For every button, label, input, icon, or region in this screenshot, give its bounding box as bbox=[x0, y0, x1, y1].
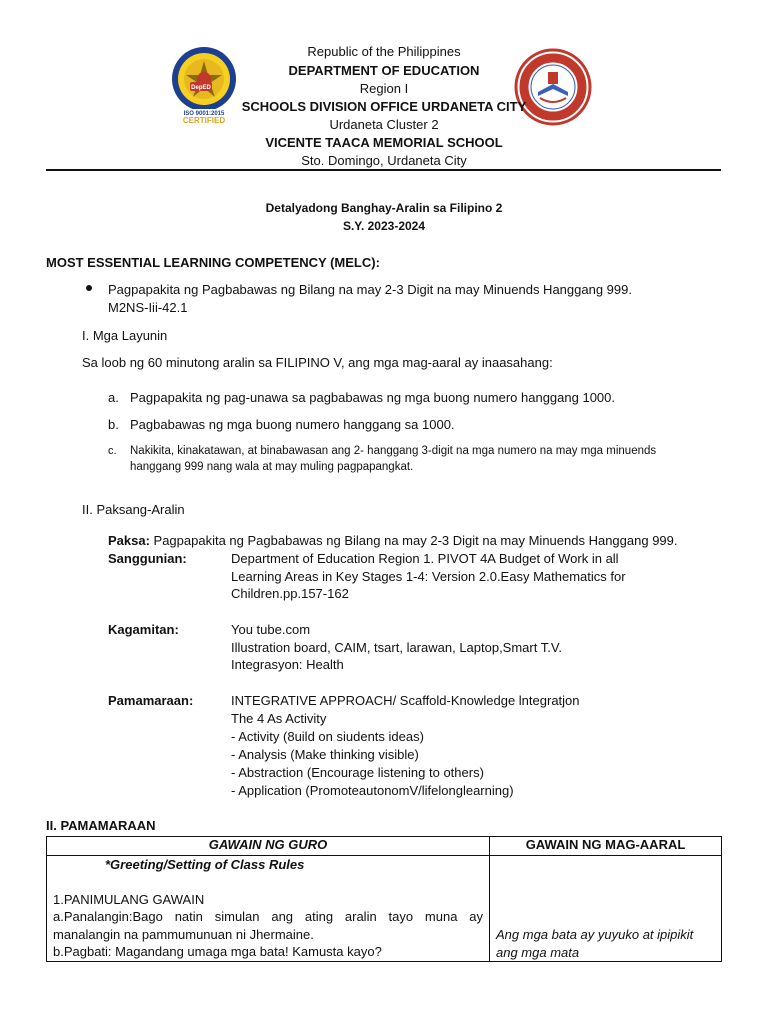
sanggunian-line: Learning Areas in Key Stages 1-4: Version 2.0.Easy Mathematics for bbox=[231, 569, 626, 584]
left-logo-badge: DepED bbox=[191, 85, 211, 91]
school-year: S.Y. 2023-2024 bbox=[342, 219, 426, 233]
objective-item: Pagbabawas ng mga buong numero hanggang sa 1000. bbox=[130, 417, 455, 432]
header-division: SCHOOLS DIVISION OFFICE URDANETA CITY bbox=[241, 99, 527, 114]
objective-marker: a. bbox=[108, 390, 119, 405]
objective-marker: b. bbox=[108, 417, 119, 432]
procedure-table bbox=[46, 836, 722, 962]
objective-item: hanggang 999 nang wala at may muling pagpapangkat. bbox=[130, 461, 414, 473]
table-row bbox=[47, 856, 722, 962]
table-header-row bbox=[47, 837, 722, 856]
objectives-intro: Sa loob ng 60 minutong aralin sa FILIPINO V, ang mga mag-aaral ay inaasahang: bbox=[82, 355, 553, 370]
melc-heading: MOST ESSENTIAL LEARNING COMPETENCY (MELC): bbox=[46, 255, 380, 270]
objective-item: Nakikita, kinakatawan, at binabawasan ang 2- hanggang 3-digit na mga numero na may mga minuends bbox=[130, 445, 657, 457]
header-address: Sto. Domingo, Urdaneta City bbox=[301, 153, 467, 168]
melc-code: M2NS-Iii-42.1 bbox=[108, 300, 188, 315]
lesson-plan-title: Detalyadong Banghay-Aralin sa Filipino 2 bbox=[265, 201, 503, 215]
pamamaraan-line: - Activity (8uild on siudents ideas) bbox=[231, 729, 424, 744]
paksa-label: Paksa: bbox=[108, 533, 150, 548]
header-region: Region I bbox=[359, 81, 409, 96]
kagamitan-label: Kagamitan: bbox=[108, 622, 179, 637]
sanggunian-line: Children.pp.157-162 bbox=[231, 586, 349, 601]
objective-marker: c. bbox=[108, 445, 117, 457]
svg-text:CERTIFIED: CERTIFIED bbox=[182, 116, 226, 125]
header-department: DEPARTMENT OF EDUCATION bbox=[288, 63, 480, 78]
student-response-line: Ang mga bata ay yuyuko at ipipikit bbox=[496, 927, 694, 942]
pamamaraan-label: Pamamaraan: bbox=[108, 693, 194, 708]
pagbati-line: b.Pagbati: Magandang umaga mga bata! Kamusta kayo? bbox=[53, 944, 382, 959]
student-response-line: ang mga mata bbox=[496, 944, 580, 960]
header-school-name: VICENTE TAACA MEMORIAL SCHOOL bbox=[265, 135, 503, 150]
sanggunian-line: Department of Education Region 1. PIVOT 4A Budget of Work in all bbox=[231, 551, 619, 566]
pamamaraan-line: - Abstraction (Encourage listening to others) bbox=[231, 765, 484, 780]
panalangin-line: manalangin na pammumunuan ni Jhermaine. bbox=[53, 926, 314, 942]
greeting-line: *Greeting/Setting of Class Rules bbox=[105, 857, 305, 872]
header-cluster: Urdaneta Cluster 2 bbox=[329, 117, 439, 132]
header-divider bbox=[46, 169, 721, 171]
paksa-row bbox=[108, 532, 678, 550]
sanggunian-label: Sanggunian: bbox=[108, 551, 187, 566]
paksa-value: Pagpapakita ng Pagbabawas ng Bilang na may 2-3 Digit na may Minuends Hanggang 999. bbox=[149, 533, 678, 548]
bullet-icon bbox=[86, 285, 92, 291]
panalangin-line: a.Panalangin:Bago natin simulan ang ating aralin tayo muna ay bbox=[53, 909, 483, 924]
pamamaraan-line: - Analysis (Make thinking visible) bbox=[231, 747, 419, 762]
svg-text:ISO 9001:2015: ISO 9001:2015 bbox=[183, 111, 225, 117]
pamamaraan-line: INTEGRATIVE APPROACH/ Scaffold-Knowledge lntegratjon bbox=[231, 693, 580, 708]
pamamaraan-line: The 4 As Activity bbox=[231, 711, 327, 726]
kagamitan-line: You tube.com bbox=[231, 622, 311, 637]
subject-heading: II. Paksang-Aralin bbox=[82, 502, 185, 517]
header-republic: Republic of the Philippines bbox=[307, 44, 461, 59]
teacher-activity-cell bbox=[47, 856, 490, 962]
kagamitan-line: Integrasyon: Health bbox=[231, 657, 344, 672]
objective-item: Pagpapakita ng pag-unawa sa pagbabawas ng mga buong numero hanggang 1000. bbox=[130, 390, 615, 405]
kagamitan-line: Illustration board, CAIM, tsart, larawan, Laptop,Smart T.V. bbox=[231, 640, 562, 655]
procedure-heading: II. PAMAMARAAN bbox=[46, 818, 156, 833]
melc-competency: Pagpapakita ng Pagbabawas ng Bilang na may 2-3 Digit na may Minuends Hanggang 999. bbox=[108, 282, 632, 297]
panimula-line: 1.PANIMULANG GAWAIN bbox=[53, 891, 205, 907]
column-header-student: GAWAIN NG MAG-AARAL bbox=[490, 837, 722, 856]
column-header-teacher: GAWAIN NG GURO bbox=[47, 837, 490, 856]
student-activity-cell bbox=[490, 856, 722, 962]
pamamaraan-line: - Application (PromoteautonomV/lifelonglearning) bbox=[231, 783, 514, 798]
objectives-heading: I. Mga Layunin bbox=[82, 328, 168, 343]
